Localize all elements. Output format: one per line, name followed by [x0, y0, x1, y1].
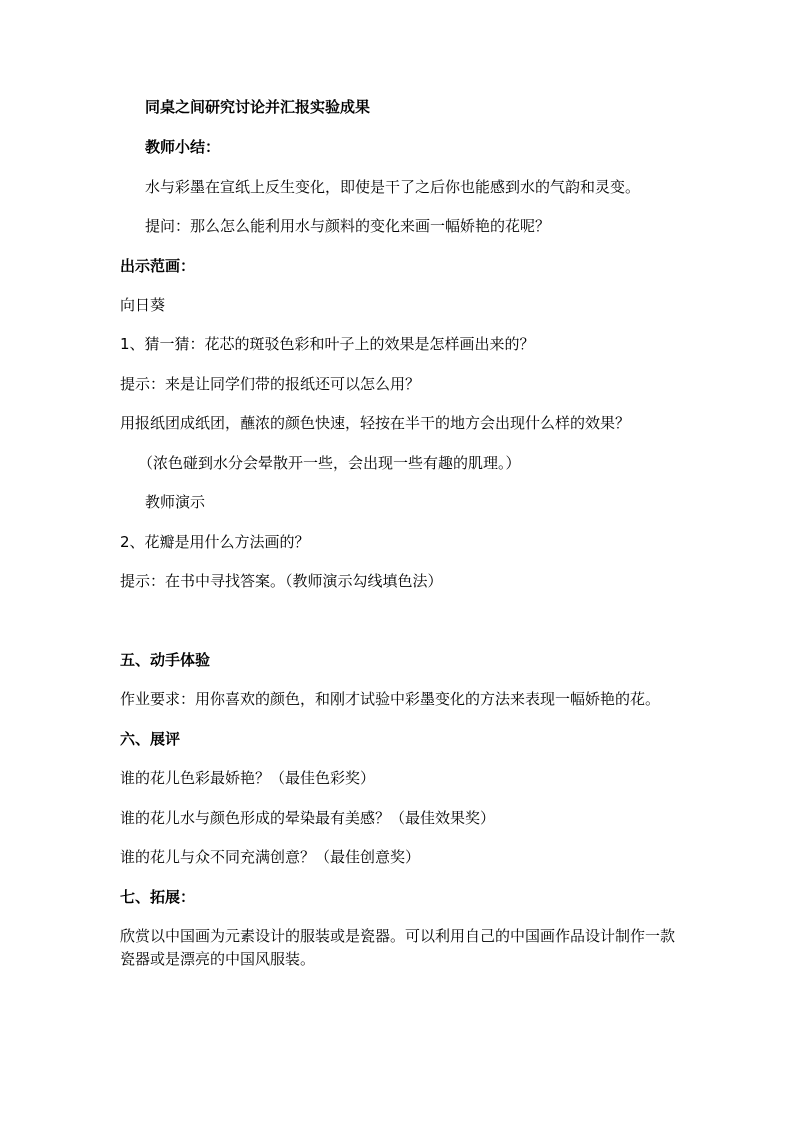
- paragraph-question: 提问：那么怎么能利用水与颜料的变化来画一幅娇艳的花呢？: [145, 217, 551, 235]
- heading-extension: 七、拓展：: [120, 888, 196, 906]
- paragraph-summary-text: 水与彩墨在宣纸上反生变化，即使是干了之后你也能感到水的气韵和灵变。: [145, 178, 641, 196]
- paragraph-extension-text: 欣赏以中国画为元素设计的服装或是瓷器。可以利用自己的中国画作品设计制作一款瓷器或是漂亮的中国风服装。: [120, 927, 676, 968]
- paragraph-best-effect: 谁的花儿水与颜色形成的晕染最有美感？（最佳效果奖）: [120, 809, 496, 827]
- heading-exhibition: 六、展评: [120, 730, 181, 748]
- paragraph-hint-book: 提示：在书中寻找答案。（教师演示勾线填色法）: [120, 572, 443, 590]
- heading-hands-on: 五、动手体验: [120, 651, 211, 669]
- paragraph-sunflower: 向日葵: [120, 296, 166, 314]
- paragraph-group-discussion: 同桌之间研究讨论并汇报实验成果: [145, 98, 371, 116]
- paragraph-teacher-demo: 教师演示: [145, 493, 206, 511]
- paragraph-assignment: 作业要求：用你喜欢的颜色，和刚才试验中彩墨变化的方法来表现一幅娇艳的花。: [120, 690, 661, 708]
- heading-teacher-summary: 教师小结：: [145, 138, 221, 156]
- paragraph-guess: 1、猜一猜：花芯的斑驳色彩和叶子上的效果是怎样画出来的？: [120, 335, 535, 353]
- paragraph-best-color: 谁的花儿色彩最娇艳？（最佳色彩奖）: [120, 769, 376, 787]
- paragraph-ink-effect: （浓色碰到水分会晕散开一些，会出现一些有趣的肌理。）: [138, 454, 521, 472]
- paragraph-best-creative: 谁的花儿与众不同充满创意？（最佳创意奖）: [120, 848, 421, 866]
- paragraph-petal-question: 2、花瓣是用什么方法画的？: [120, 533, 310, 551]
- paragraph-newspaper-method: 用报纸团成纸团，蘸浓的颜色快速，轻按在半干的地方会出现什么样的效果？: [120, 414, 631, 432]
- paragraph-hint-newspaper: 提示：来是让同学们带的报纸还可以怎么用？: [120, 375, 421, 393]
- heading-show-sample: 出示范画：: [120, 257, 196, 275]
